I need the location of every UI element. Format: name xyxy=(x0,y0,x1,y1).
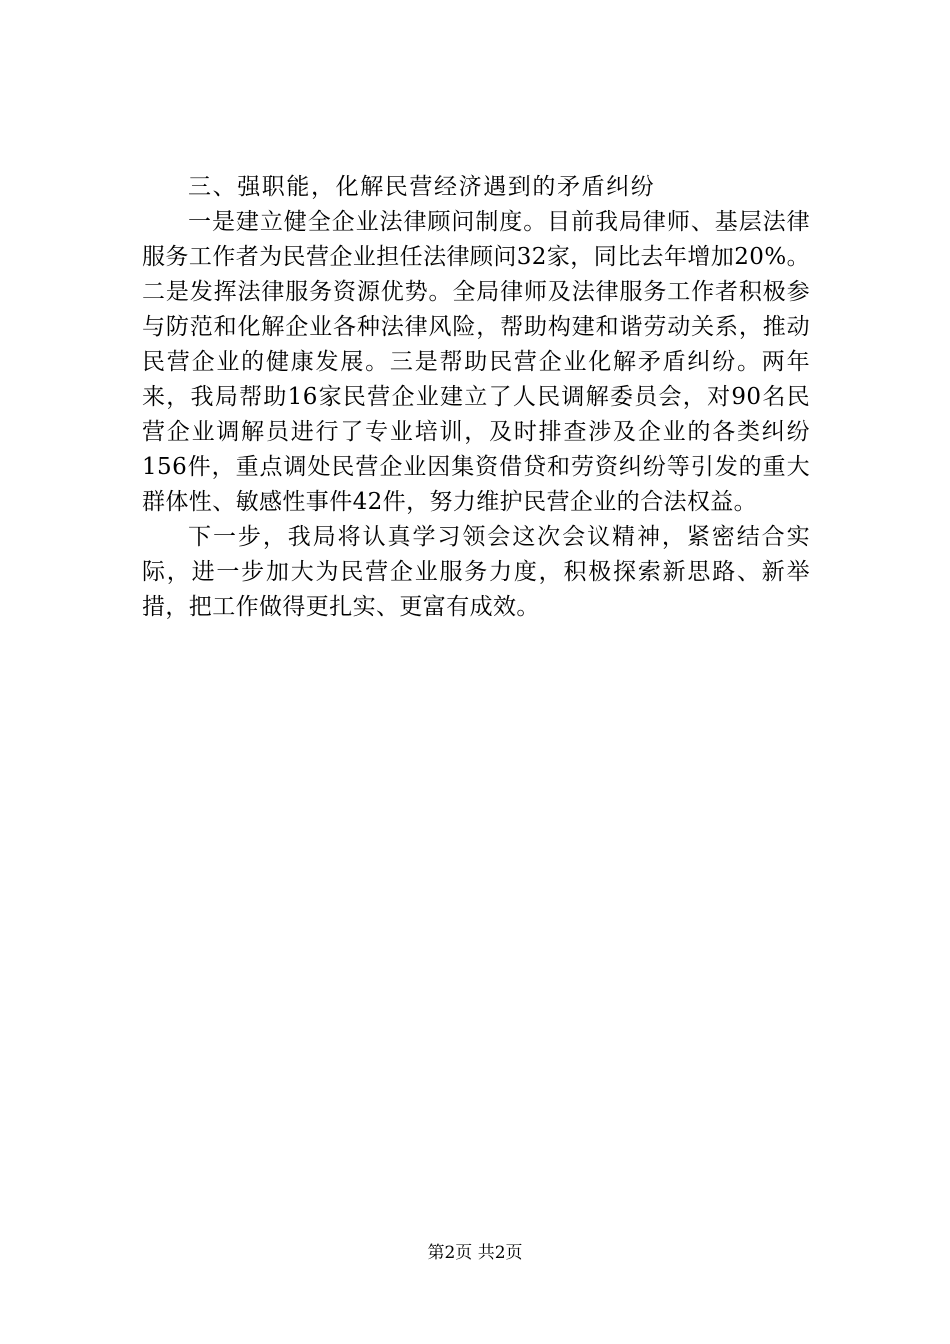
section-heading: 三、强职能，化解民营经济遇到的矛盾纠纷 xyxy=(188,174,656,200)
body-paragraph-2: 下一步，我局将认真学习领会这次会议精神，紧密结合实际，进一步加大为民营企业服务力度，积极探索新思路、新举措，把工作做得更扎实、更富有成效。 xyxy=(142,524,810,620)
document-body xyxy=(142,170,810,625)
body-paragraph-1: 一是建立健全企业法律顾问制度。目前我局律师、基层法律服务工作者为民营企业担任法律顾问32家，同比去年增加20%。二是发挥法律服务资源优势。全局律师及法律服务工作者积极参与防范和化解企业各种法律风险，帮助构建和谐劳动关系，推动民营企业的健康发展。三是帮助民营企业化解矛盾纠纷。两年来，我局帮助16家民营企业建立了人民调解委员会，对90名民营企业调解员进行了专业培训，及时排查涉及企业的各类纠纷156件，重点调处民营企业因集资借贷和劳资纠纷等引发的重大群体性、敏感性事件42件，努力维护民营企业的合法权益。 xyxy=(142,209,810,515)
page-number-footer: 第2页 共2页 xyxy=(427,1243,523,1263)
